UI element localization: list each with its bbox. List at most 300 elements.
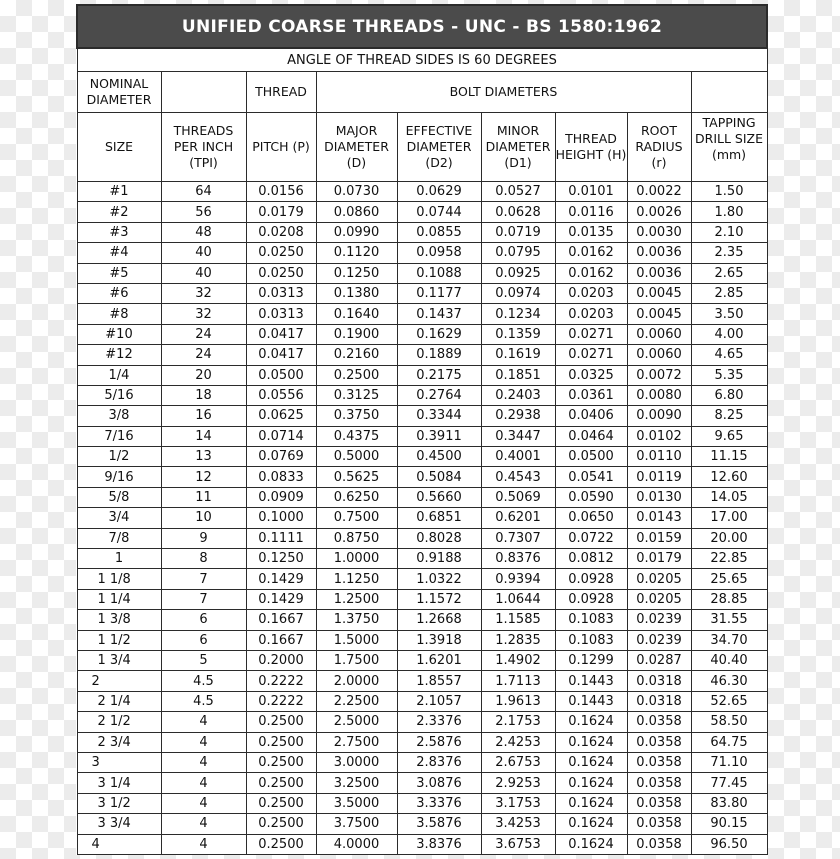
- cell-minor-diameter: 1.4902: [481, 650, 555, 670]
- header-root-radius: ROOT RADIUS (r): [627, 113, 691, 182]
- cell-major-diameter: 0.2160: [316, 345, 397, 365]
- table-row: [77, 406, 767, 426]
- cell-size: 1 1/2: [77, 630, 161, 650]
- cell-pitch: 0.0313: [246, 304, 316, 324]
- cell-pitch: 0.2500: [246, 814, 316, 834]
- table-row: [77, 814, 767, 834]
- cell-minor-diameter: 0.0925: [481, 263, 555, 283]
- cell-tapping-drill-size: 96.50: [691, 834, 767, 854]
- cell-tpi: 4.5: [161, 671, 246, 691]
- cell-pitch: 0.0208: [246, 222, 316, 242]
- cell-root-radius: 0.0239: [627, 630, 691, 650]
- table-row: [77, 263, 767, 283]
- cell-major-diameter: 3.7500: [316, 814, 397, 834]
- cell-root-radius: 0.0036: [627, 263, 691, 283]
- cell-pitch: 0.0417: [246, 324, 316, 344]
- cell-tapping-drill-size: 2.85: [691, 283, 767, 303]
- cell-pitch: 0.2500: [246, 773, 316, 793]
- cell-tapping-drill-size: 11.15: [691, 447, 767, 467]
- cell-effective-diameter: 0.5084: [397, 467, 481, 487]
- cell-effective-diameter: 2.3376: [397, 712, 481, 732]
- cell-effective-diameter: 2.5876: [397, 732, 481, 752]
- cell-minor-diameter: 3.6753: [481, 834, 555, 854]
- cell-thread-height: 0.0722: [555, 528, 627, 548]
- cell-effective-diameter: 0.1177: [397, 283, 481, 303]
- table-title: UNIFIED COARSE THREADS - UNC - BS 1580:1962: [77, 5, 767, 48]
- cell-size: 9/16: [77, 467, 161, 487]
- cell-tpi: 16: [161, 406, 246, 426]
- cell-pitch: 0.1429: [246, 589, 316, 609]
- cell-minor-diameter: 2.1753: [481, 712, 555, 732]
- cell-effective-diameter: 0.8028: [397, 528, 481, 548]
- cell-tpi: 4: [161, 773, 246, 793]
- table-row: [77, 732, 767, 752]
- cell-minor-diameter: 2.9253: [481, 773, 555, 793]
- cell-thread-height: 0.0271: [555, 345, 627, 365]
- cell-tpi: 7: [161, 569, 246, 589]
- header-minor-diameter: MINOR DIAMETER (D1): [481, 113, 555, 182]
- cell-size: 2 1/4: [77, 691, 161, 711]
- group-thread: THREAD: [246, 72, 316, 113]
- cell-size: #2: [77, 202, 161, 222]
- cell-effective-diameter: 0.0629: [397, 182, 481, 202]
- cell-tpi: 24: [161, 345, 246, 365]
- cell-thread-height: 0.1443: [555, 671, 627, 691]
- cell-effective-diameter: 0.0958: [397, 243, 481, 263]
- cell-major-diameter: 1.0000: [316, 549, 397, 569]
- cell-pitch: 0.2222: [246, 691, 316, 711]
- cell-tapping-drill-size: 22.85: [691, 549, 767, 569]
- cell-pitch: 0.1667: [246, 610, 316, 630]
- cell-effective-diameter: 1.8557: [397, 671, 481, 691]
- cell-effective-diameter: 0.4500: [397, 447, 481, 467]
- cell-tapping-drill-size: 46.30: [691, 671, 767, 691]
- cell-effective-diameter: 0.9188: [397, 549, 481, 569]
- cell-tapping-drill-size: 8.25: [691, 406, 767, 426]
- cell-size: 1 3/8: [77, 610, 161, 630]
- group-nominal-diameter: NOMINAL DIAMETER: [77, 72, 161, 113]
- cell-effective-diameter: 2.8376: [397, 752, 481, 772]
- cell-minor-diameter: 0.1619: [481, 345, 555, 365]
- cell-effective-diameter: 0.3911: [397, 426, 481, 446]
- header-tpi: THREADS PER INCH (TPI): [161, 113, 246, 182]
- table-row: [77, 243, 767, 263]
- table-row: [77, 304, 767, 324]
- thread-table-sheet: [76, 4, 766, 855]
- cell-thread-height: 0.1083: [555, 630, 627, 650]
- cell-tpi: 12: [161, 467, 246, 487]
- cell-thread-height: 0.1299: [555, 650, 627, 670]
- cell-minor-diameter: 2.4253: [481, 732, 555, 752]
- cell-minor-diameter: 1.2835: [481, 630, 555, 650]
- cell-tapping-drill-size: 4.00: [691, 324, 767, 344]
- table-row: [77, 773, 767, 793]
- cell-size: 5/16: [77, 385, 161, 405]
- cell-size: 2: [77, 671, 161, 691]
- cell-minor-diameter: 2.6753: [481, 752, 555, 772]
- cell-root-radius: 0.0358: [627, 712, 691, 732]
- cell-major-diameter: 0.2500: [316, 365, 397, 385]
- cell-thread-height: 0.1443: [555, 691, 627, 711]
- cell-tpi: 7: [161, 589, 246, 609]
- table-subtitle: ANGLE OF THREAD SIDES IS 60 DEGREES: [77, 48, 767, 72]
- cell-effective-diameter: 0.0855: [397, 222, 481, 242]
- cell-tpi: 4: [161, 732, 246, 752]
- header-size: SIZE: [77, 113, 161, 182]
- cell-root-radius: 0.0036: [627, 243, 691, 263]
- cell-size: 3/4: [77, 508, 161, 528]
- cell-size: 1/4: [77, 365, 161, 385]
- cell-major-diameter: 0.1640: [316, 304, 397, 324]
- cell-pitch: 0.2000: [246, 650, 316, 670]
- cell-major-diameter: 1.1250: [316, 569, 397, 589]
- cell-effective-diameter: 0.1437: [397, 304, 481, 324]
- cell-tpi: 10: [161, 508, 246, 528]
- table-row: [77, 712, 767, 732]
- cell-thread-height: 0.0406: [555, 406, 627, 426]
- cell-tpi: 4: [161, 793, 246, 813]
- cell-pitch: 0.1429: [246, 569, 316, 589]
- cell-major-diameter: 2.0000: [316, 671, 397, 691]
- cell-effective-diameter: 0.2764: [397, 385, 481, 405]
- cell-thread-height: 0.0590: [555, 487, 627, 507]
- cell-pitch: 0.0556: [246, 385, 316, 405]
- cell-root-radius: 0.0358: [627, 793, 691, 813]
- cell-root-radius: 0.0159: [627, 528, 691, 548]
- cell-minor-diameter: 0.0974: [481, 283, 555, 303]
- cell-major-diameter: 2.7500: [316, 732, 397, 752]
- cell-tapping-drill-size: 31.55: [691, 610, 767, 630]
- cell-pitch: 0.0313: [246, 283, 316, 303]
- cell-major-diameter: 0.8750: [316, 528, 397, 548]
- group-empty-1: [161, 72, 246, 113]
- cell-pitch: 0.0250: [246, 263, 316, 283]
- cell-minor-diameter: 0.7307: [481, 528, 555, 548]
- table-row: [77, 589, 767, 609]
- cell-size: 7/16: [77, 426, 161, 446]
- cell-effective-diameter: 1.2668: [397, 610, 481, 630]
- cell-minor-diameter: 0.2403: [481, 385, 555, 405]
- cell-minor-diameter: 1.9613: [481, 691, 555, 711]
- cell-minor-diameter: 1.7113: [481, 671, 555, 691]
- cell-root-radius: 0.0102: [627, 426, 691, 446]
- header-tapping-drill-size: TAPPING DRILL SIZE (mm): [691, 113, 767, 182]
- table-row: [77, 447, 767, 467]
- cell-minor-diameter: 0.8376: [481, 549, 555, 569]
- cell-tpi: 6: [161, 610, 246, 630]
- cell-tapping-drill-size: 12.60: [691, 467, 767, 487]
- table-row: [77, 508, 767, 528]
- cell-effective-diameter: 0.0744: [397, 202, 481, 222]
- table-row: [77, 671, 767, 691]
- cell-tpi: 40: [161, 263, 246, 283]
- cell-tpi: 20: [161, 365, 246, 385]
- cell-tpi: 56: [161, 202, 246, 222]
- table-row: [77, 569, 767, 589]
- cell-minor-diameter: 0.1234: [481, 304, 555, 324]
- cell-tapping-drill-size: 34.70: [691, 630, 767, 650]
- cell-major-diameter: 0.7500: [316, 508, 397, 528]
- cell-root-radius: 0.0022: [627, 182, 691, 202]
- cell-pitch: 0.0625: [246, 406, 316, 426]
- group-bolt-diameters: BOLT DIAMETERS: [316, 72, 691, 113]
- cell-thread-height: 0.1624: [555, 773, 627, 793]
- cell-thread-height: 0.0464: [555, 426, 627, 446]
- cell-pitch: 0.2500: [246, 732, 316, 752]
- cell-major-diameter: 0.1900: [316, 324, 397, 344]
- cell-tapping-drill-size: 77.45: [691, 773, 767, 793]
- cell-root-radius: 0.0072: [627, 365, 691, 385]
- cell-tpi: 48: [161, 222, 246, 242]
- cell-thread-height: 0.1624: [555, 752, 627, 772]
- cell-size: 3 1/4: [77, 773, 161, 793]
- cell-size: 1 3/4: [77, 650, 161, 670]
- cell-thread-height: 0.1624: [555, 793, 627, 813]
- table-row: [77, 385, 767, 405]
- table-row: [77, 549, 767, 569]
- cell-size: #8: [77, 304, 161, 324]
- cell-root-radius: 0.0358: [627, 814, 691, 834]
- cell-root-radius: 0.0110: [627, 447, 691, 467]
- cell-root-radius: 0.0287: [627, 650, 691, 670]
- cell-tapping-drill-size: 20.00: [691, 528, 767, 548]
- cell-effective-diameter: 0.5660: [397, 487, 481, 507]
- cell-root-radius: 0.0318: [627, 691, 691, 711]
- cell-tpi: 24: [161, 324, 246, 344]
- cell-effective-diameter: 3.5876: [397, 814, 481, 834]
- cell-minor-diameter: 0.0719: [481, 222, 555, 242]
- cell-thread-height: 0.1624: [555, 814, 627, 834]
- cell-size: 5/8: [77, 487, 161, 507]
- cell-tapping-drill-size: 71.10: [691, 752, 767, 772]
- cell-effective-diameter: 1.3918: [397, 630, 481, 650]
- cell-tapping-drill-size: 4.65: [691, 345, 767, 365]
- table-row: [77, 752, 767, 772]
- cell-major-diameter: 0.5625: [316, 467, 397, 487]
- cell-tpi: 8: [161, 549, 246, 569]
- cell-tpi: 40: [161, 243, 246, 263]
- cell-size: 3 3/4: [77, 814, 161, 834]
- cell-tpi: 5: [161, 650, 246, 670]
- cell-minor-diameter: 0.0795: [481, 243, 555, 263]
- cell-thread-height: 0.0271: [555, 324, 627, 344]
- cell-major-diameter: 0.1250: [316, 263, 397, 283]
- cell-thread-height: 0.0203: [555, 283, 627, 303]
- table-row: [77, 650, 767, 670]
- cell-major-diameter: 0.5000: [316, 447, 397, 467]
- cell-thread-height: 0.0650: [555, 508, 627, 528]
- unc-thread-table: [76, 4, 768, 855]
- cell-tpi: 4: [161, 814, 246, 834]
- table-row: [77, 182, 767, 202]
- table-row: [77, 324, 767, 344]
- cell-effective-diameter: 0.1629: [397, 324, 481, 344]
- cell-size: #6: [77, 283, 161, 303]
- cell-root-radius: 0.0358: [627, 752, 691, 772]
- cell-pitch: 0.2500: [246, 834, 316, 854]
- cell-size: #4: [77, 243, 161, 263]
- table-row: [77, 222, 767, 242]
- cell-minor-diameter: 0.0628: [481, 202, 555, 222]
- cell-tapping-drill-size: 2.65: [691, 263, 767, 283]
- cell-thread-height: 0.1624: [555, 732, 627, 752]
- cell-major-diameter: 1.7500: [316, 650, 397, 670]
- table-body: [77, 182, 767, 855]
- cell-effective-diameter: 0.3344: [397, 406, 481, 426]
- group-empty-2: [691, 72, 767, 113]
- cell-minor-diameter: 0.1359: [481, 324, 555, 344]
- cell-tpi: 13: [161, 447, 246, 467]
- cell-pitch: 0.0909: [246, 487, 316, 507]
- cell-pitch: 0.2500: [246, 752, 316, 772]
- table-row: [77, 528, 767, 548]
- cell-size: 2 3/4: [77, 732, 161, 752]
- cell-major-diameter: 0.1120: [316, 243, 397, 263]
- cell-root-radius: 0.0045: [627, 283, 691, 303]
- cell-major-diameter: 3.2500: [316, 773, 397, 793]
- cell-major-diameter: 3.0000: [316, 752, 397, 772]
- cell-pitch: 0.0179: [246, 202, 316, 222]
- cell-pitch: 0.0769: [246, 447, 316, 467]
- cell-tapping-drill-size: 28.85: [691, 589, 767, 609]
- cell-pitch: 0.1000: [246, 508, 316, 528]
- cell-effective-diameter: 1.6201: [397, 650, 481, 670]
- cell-tpi: 64: [161, 182, 246, 202]
- cell-thread-height: 0.0116: [555, 202, 627, 222]
- cell-thread-height: 0.0325: [555, 365, 627, 385]
- cell-root-radius: 0.0045: [627, 304, 691, 324]
- cell-major-diameter: 1.2500: [316, 589, 397, 609]
- cell-root-radius: 0.0143: [627, 508, 691, 528]
- cell-thread-height: 0.0812: [555, 549, 627, 569]
- cell-effective-diameter: 0.1889: [397, 345, 481, 365]
- table-row: [77, 834, 767, 854]
- cell-size: #5: [77, 263, 161, 283]
- cell-root-radius: 0.0318: [627, 671, 691, 691]
- cell-root-radius: 0.0179: [627, 549, 691, 569]
- cell-size: 1 1/4: [77, 589, 161, 609]
- cell-tapping-drill-size: 90.15: [691, 814, 767, 834]
- cell-root-radius: 0.0090: [627, 406, 691, 426]
- cell-tapping-drill-size: 5.35: [691, 365, 767, 385]
- cell-thread-height: 0.0928: [555, 589, 627, 609]
- cell-root-radius: 0.0060: [627, 345, 691, 365]
- table-row: [77, 487, 767, 507]
- cell-root-radius: 0.0130: [627, 487, 691, 507]
- table-row: [77, 691, 767, 711]
- cell-pitch: 0.1667: [246, 630, 316, 650]
- cell-size: #3: [77, 222, 161, 242]
- cell-tapping-drill-size: 1.50: [691, 182, 767, 202]
- cell-size: 7/8: [77, 528, 161, 548]
- cell-thread-height: 0.1624: [555, 712, 627, 732]
- cell-tpi: 11: [161, 487, 246, 507]
- cell-thread-height: 0.0162: [555, 243, 627, 263]
- cell-size: 2 1/2: [77, 712, 161, 732]
- cell-major-diameter: 0.3125: [316, 385, 397, 405]
- cell-major-diameter: 0.0730: [316, 182, 397, 202]
- cell-pitch: 0.2500: [246, 793, 316, 813]
- cell-minor-diameter: 0.5069: [481, 487, 555, 507]
- cell-pitch: 0.0417: [246, 345, 316, 365]
- cell-root-radius: 0.0060: [627, 324, 691, 344]
- cell-minor-diameter: 3.4253: [481, 814, 555, 834]
- cell-minor-diameter: 0.6201: [481, 508, 555, 528]
- cell-thread-height: 0.0101: [555, 182, 627, 202]
- cell-thread-height: 0.0928: [555, 569, 627, 589]
- cell-tapping-drill-size: 25.65: [691, 569, 767, 589]
- cell-thread-height: 0.0541: [555, 467, 627, 487]
- cell-major-diameter: 2.2500: [316, 691, 397, 711]
- cell-tapping-drill-size: 1.80: [691, 202, 767, 222]
- cell-pitch: 0.1250: [246, 549, 316, 569]
- table-row: [77, 610, 767, 630]
- cell-tapping-drill-size: 2.10: [691, 222, 767, 242]
- cell-root-radius: 0.0205: [627, 569, 691, 589]
- cell-minor-diameter: 0.3447: [481, 426, 555, 446]
- cell-root-radius: 0.0239: [627, 610, 691, 630]
- cell-root-radius: 0.0119: [627, 467, 691, 487]
- cell-minor-diameter: 0.9394: [481, 569, 555, 589]
- cell-pitch: 0.0500: [246, 365, 316, 385]
- cell-thread-height: 0.0162: [555, 263, 627, 283]
- table-row: [77, 467, 767, 487]
- cell-tpi: 32: [161, 283, 246, 303]
- cell-size: 1: [77, 549, 161, 569]
- cell-size: 3 1/2: [77, 793, 161, 813]
- cell-tapping-drill-size: 83.80: [691, 793, 767, 813]
- cell-pitch: 0.0714: [246, 426, 316, 446]
- cell-major-diameter: 4.0000: [316, 834, 397, 854]
- cell-effective-diameter: 0.2175: [397, 365, 481, 385]
- cell-size: 1/2: [77, 447, 161, 467]
- cell-tpi: 32: [161, 304, 246, 324]
- cell-effective-diameter: 0.1088: [397, 263, 481, 283]
- cell-major-diameter: 0.1380: [316, 283, 397, 303]
- cell-size: #1: [77, 182, 161, 202]
- cell-tpi: 18: [161, 385, 246, 405]
- cell-size: #12: [77, 345, 161, 365]
- table-row: [77, 426, 767, 446]
- cell-tapping-drill-size: 9.65: [691, 426, 767, 446]
- cell-effective-diameter: 3.0876: [397, 773, 481, 793]
- cell-tpi: 4: [161, 712, 246, 732]
- header-pitch: PITCH (P): [246, 113, 316, 182]
- cell-major-diameter: 1.5000: [316, 630, 397, 650]
- cell-minor-diameter: 1.1585: [481, 610, 555, 630]
- cell-tapping-drill-size: 3.50: [691, 304, 767, 324]
- cell-major-diameter: 0.6250: [316, 487, 397, 507]
- table-row: [77, 793, 767, 813]
- cell-pitch: 0.2222: [246, 671, 316, 691]
- cell-root-radius: 0.0205: [627, 589, 691, 609]
- header-major-diameter: MAJOR DIAMETER (D): [316, 113, 397, 182]
- header-thread-height: THREAD HEIGHT (H): [555, 113, 627, 182]
- cell-effective-diameter: 1.1572: [397, 589, 481, 609]
- cell-minor-diameter: 0.2938: [481, 406, 555, 426]
- cell-minor-diameter: 3.1753: [481, 793, 555, 813]
- cell-tpi: 4: [161, 752, 246, 772]
- cell-root-radius: 0.0358: [627, 732, 691, 752]
- cell-effective-diameter: 3.3376: [397, 793, 481, 813]
- cell-major-diameter: 3.5000: [316, 793, 397, 813]
- table-row: [77, 345, 767, 365]
- cell-effective-diameter: 3.8376: [397, 834, 481, 854]
- cell-size: 3: [77, 752, 161, 772]
- cell-pitch: 0.1111: [246, 528, 316, 548]
- cell-pitch: 0.0250: [246, 243, 316, 263]
- table-row: [77, 202, 767, 222]
